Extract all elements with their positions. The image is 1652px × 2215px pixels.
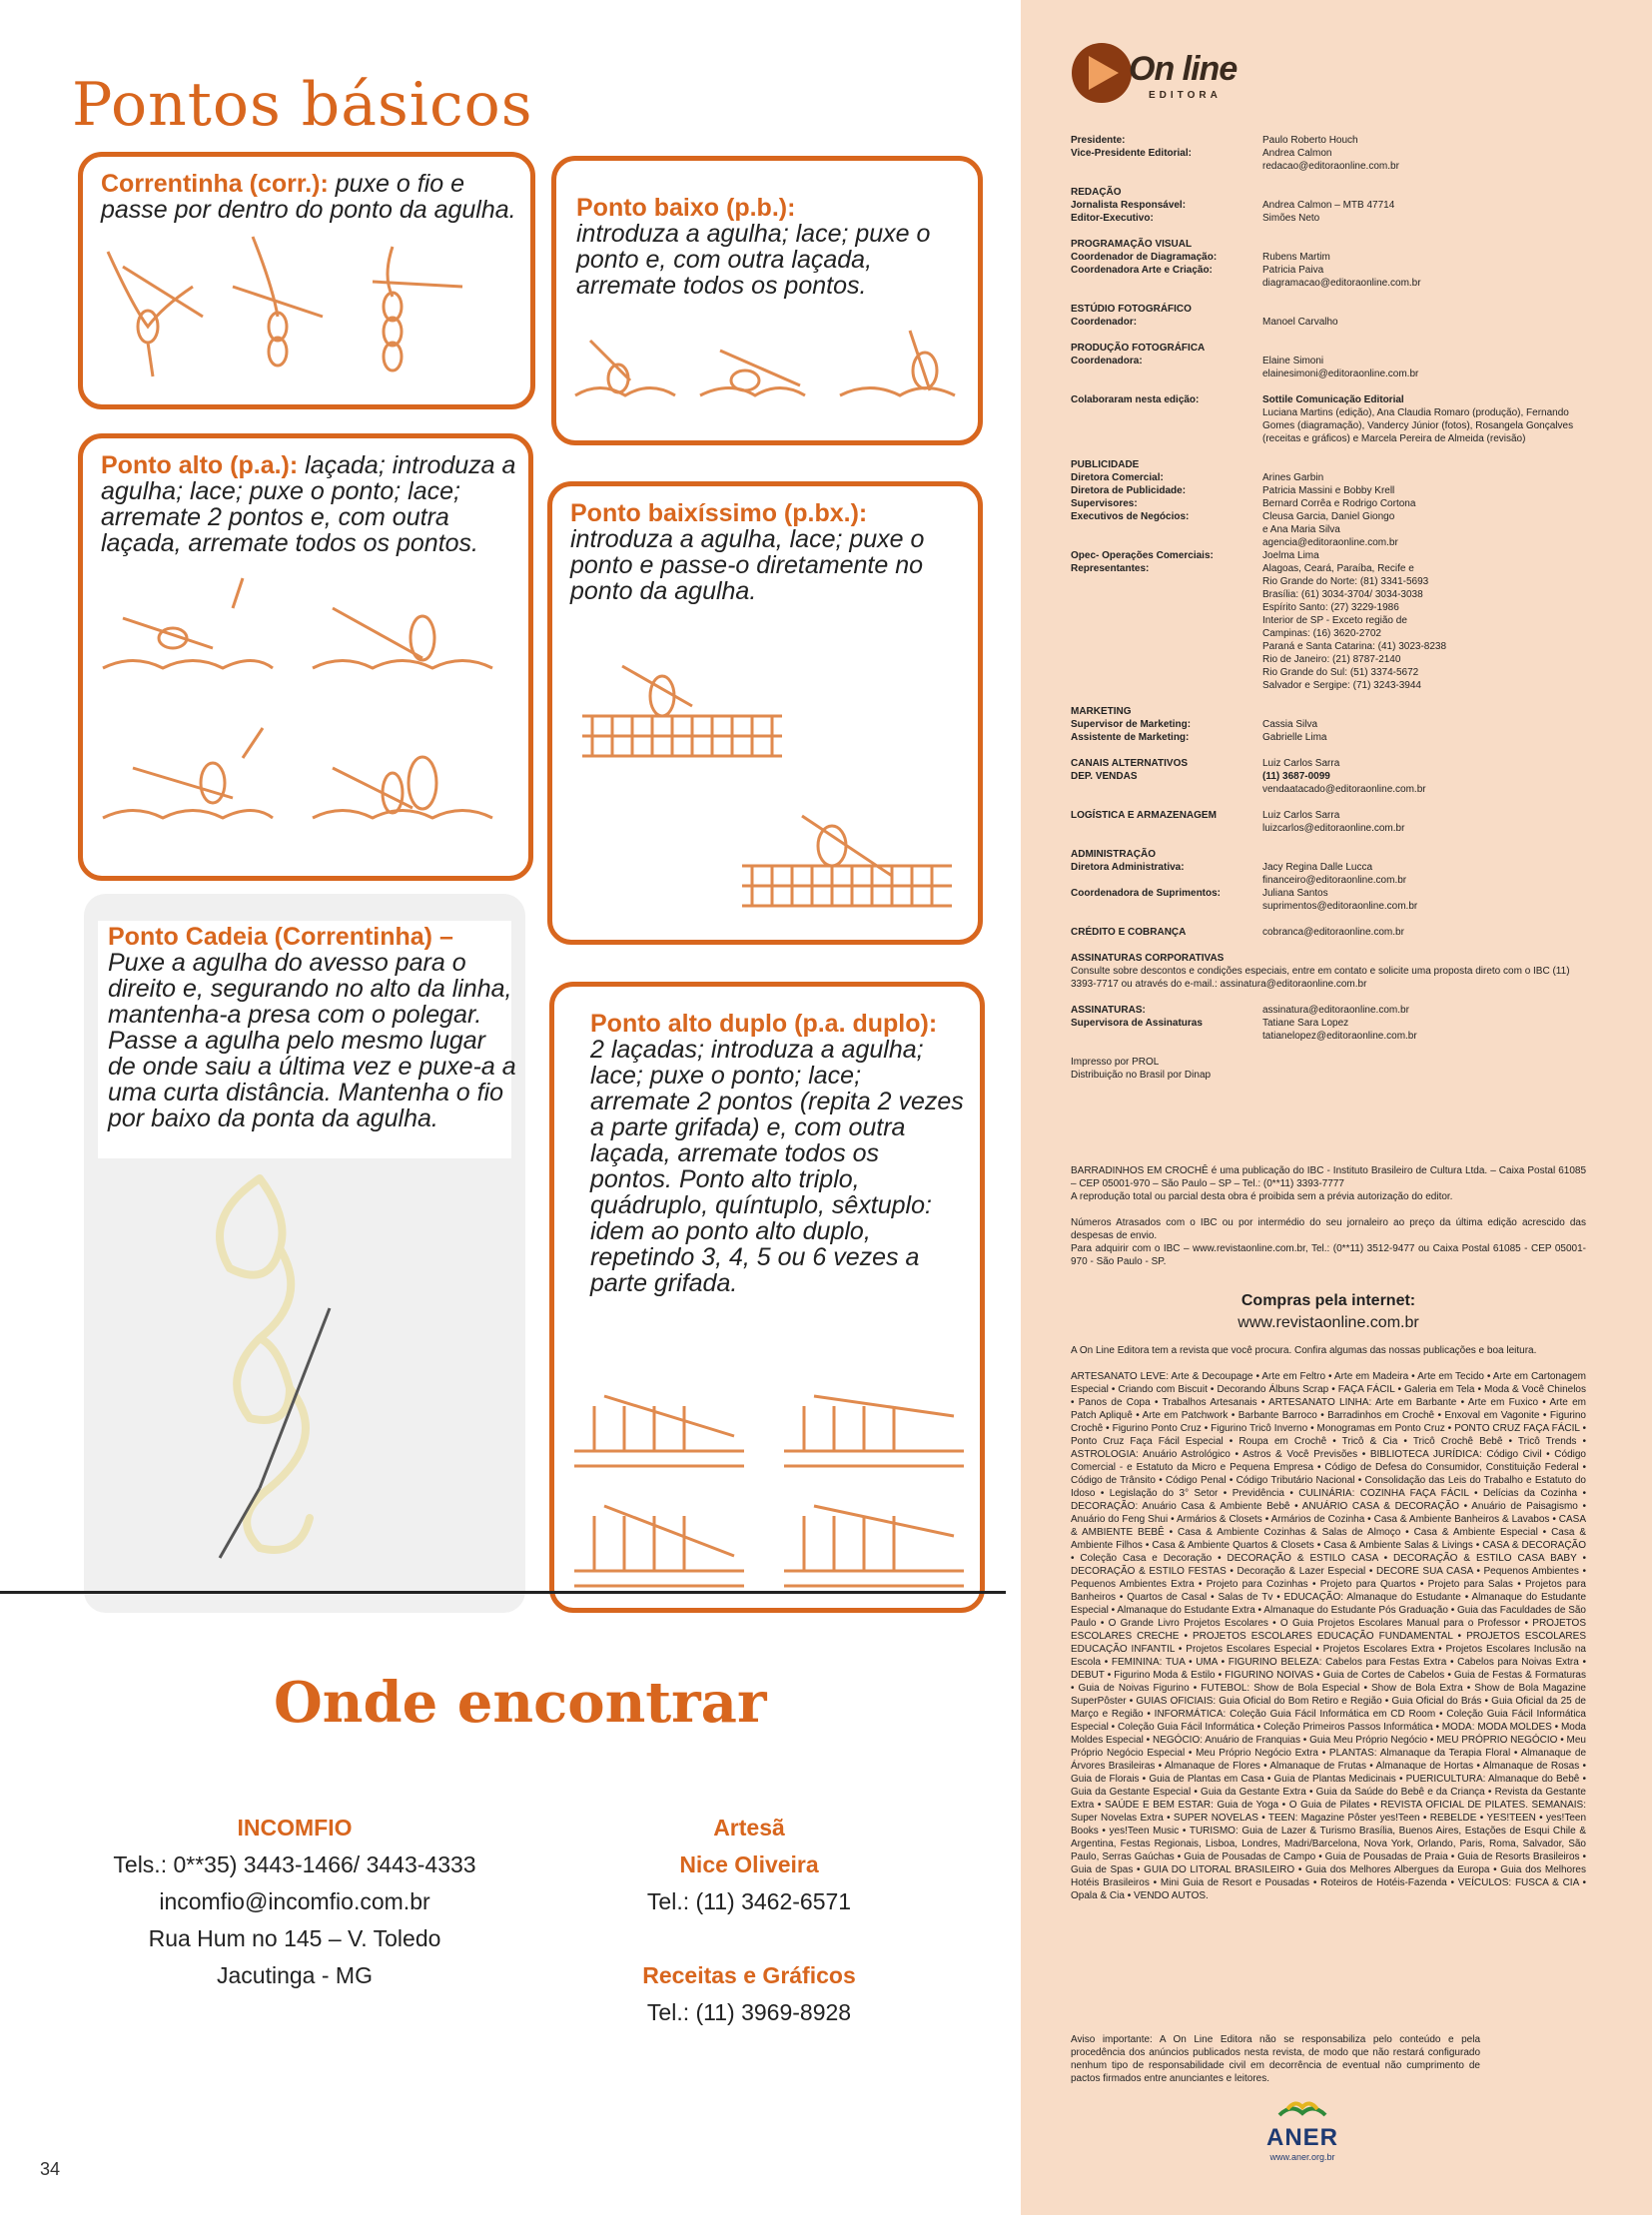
store-name: INCOMFIO [237,1815,353,1841]
credit-value: Campinas: (16) 3620-2702 [1262,628,1381,639]
credit-row [1071,653,1590,666]
credit-value: Salvador e Sergipe: (71) 3243-3944 [1262,680,1421,691]
credit-label: CRÉDITO E COBRANÇA [1071,927,1187,938]
book-icon [1277,2097,1327,2119]
credit-label [1071,601,1262,614]
credit-row [1071,251,1590,264]
credit-value: Alagoas, Ceará, Paraíba, Recife e [1262,563,1414,574]
credit-row [1071,147,1590,160]
store-phone: Tels.: 0**35) 3443-1466/ 3443-4333 [113,1851,476,1877]
artesa-name: Nice Oliveira [679,1851,819,1877]
credit-value: Sottile Comunicação Editorial [1262,394,1404,405]
credit-row [1071,887,1590,900]
credit-label: Editor-Executivo: [1071,213,1154,224]
credit-row [1071,666,1590,679]
stitch-text: laçada; introduza a agulha; lace; puxe o ponto; lace; arremate 2 pontos e, com outra laçada, arremate todos os pontos. [101,451,516,557]
artesa-phone: Tel.: (11) 3462-6571 [646,1888,852,1914]
credit-value: Luciana Martins (edição), Ana Claudia Romaro (produção), Fernando Gomes (diagramação), Vandercy Júnior (fotos), Rosangela Gonçalves (receitas e gráficos) e Marcela Pereira de Almeida (revisão) [1262,407,1574,444]
credit-value: e Ana Maria Silva [1262,524,1340,535]
credit-label [1071,640,1262,653]
legal-barradinhos: BARRADINHOS EM CROCHÊ é uma publicação do IBC - Instituto Brasileiro de Cultura Ltda. – Caixa Postal 61085 – CEP 05001-970 – São Paulo – SP – Tel.: (0**11) 3393-7777 [1071,1165,1586,1189]
credit-label: Coordenador: [1071,317,1138,328]
credit-row [1071,497,1590,510]
box-ponto-alto [78,433,533,881]
credit-value: cobranca@editoraonline.com.br [1262,927,1404,938]
credit-value: Jacy Regina Dalle Lucca [1262,862,1373,873]
credit-value: Gabrielle Lima [1262,732,1327,743]
credit-value: Interior de SP - Exceto região de [1262,615,1407,626]
box-ponto-baixissimo [547,481,983,945]
credit-label [1071,653,1262,666]
credit-section: ASSINATURAS CORPORATIVAS [1071,953,1225,964]
catalog-intro: A On Line Editora tem a revista que você procura. Confira algumas das nossas publicações e boa leitura. [1071,1345,1537,1356]
logo-sub: EDITORA [1149,90,1222,101]
credit-label: Jornalista Responsável: [1071,200,1187,211]
credit-gap [1071,1043,1590,1056]
credit-label: Diretora Administrativa: [1071,862,1185,873]
stitch-name: Ponto alto duplo (p.a. duplo): [590,1010,938,1038]
credit-label: Executivos de Negócios: [1071,511,1190,522]
credit-value: Brasília: (61) 3034-3704/ 3034-3038 [1262,589,1423,600]
store-email[interactable]: incomfio@incomfio.com.br [159,1888,430,1914]
credit-label: Coordenadora de Suprimentos: [1071,888,1222,899]
stitch-text: introduza a agulha, lace; puxe o ponto e passe-o diretamente no ponto da agulha. [570,525,925,605]
stitch-text: introduza a agulha; lace; puxe o ponto e, com outra laçada, arremate todos os pontos. [576,220,931,300]
credit-label: Coordenadora: [1071,356,1143,367]
credit-label: CANAIS ALTERNATIVOS [1071,758,1189,769]
credit-value: Patricia Paiva [1262,265,1324,276]
credit-row [1071,640,1590,653]
credit-label: Vice-Presidente Editorial: [1071,148,1192,159]
credit-row [1071,900,1590,913]
aner-word: ANER [1266,2124,1339,2151]
credit-row [1071,679,1590,692]
page-title: Pontos básicos [72,70,533,140]
artesa-title: Artesã [713,1815,785,1841]
credit-note: Distribuição no Brasil por Dinap [1071,1070,1212,1081]
credit-label [1071,783,1262,796]
stitch-name: Ponto alto (p.a.): [101,451,299,479]
credit-row [1071,484,1590,497]
credit-value: Simões Neto [1262,213,1320,224]
credit-row [1071,822,1590,835]
credit-label [1071,874,1262,887]
credit-label [1071,277,1262,290]
credit-label [1071,679,1262,692]
credit-value: Patricia Massini e Bobby Krell [1262,485,1395,496]
store-street: Rua Hum no 145 – V. Toledo [148,1925,441,1951]
box-ponto-alto-duplo [549,982,985,1613]
credit-value: Espírito Santo: (27) 3229-1986 [1262,602,1399,613]
credit-row [1071,874,1590,887]
ponto-cadeia-illustration [180,1158,419,1598]
catalog-list: ARTESANATO LEVE: Arte & Decoupage • Arte em Feltro • Arte em Madeira • Arte em Tecido • Arte em Cartonagem Especial • Criando com Biscuit • Decorando Álbuns Scrap • FAÇA FÁCIL • Galeria em Tela • Moda & Você Chinelos • Panos de Copa • Trabalhos Artesanais • ARTESANATO LINHA: Arte em Barbante • Arte em Fuxico • Arte em Patch Apliquê • Arte em Patchwork • Barbante Barroco • Barradinhos em Crochê • Enxoval em Vagonite • Figurino Crochê • Figurino Ponto Cruz • Figurino Tricô Inverno • Monogramas em Ponto Cruz • PONTO CRUZ FAÇA FÁCIL • Ponto Cruz Faça Fácil Especial • Roupa em Crochê • Tricô & Cia • Tricô Crochê Bebê • Tricô Trends • ASTROLOGIA: Anuário Astrológico • Astros & Você Previsões • BIBLIOTECA JURÍDICA: Código Civil • Código Comercial - e Estatuto da Micro e Pequena Empresa • Código de Defesa do Consumidor, Constituição Federal • Código de Trânsito • Código Penal • Código Tributário Nacional • Consolidação das Leis do Trabalho e Estatuto do Idoso • Legislação do 3° Setor • Previdência • CULINÁRIA: COZINHA FAÇA FÁCIL • Delícias da Cozinha • DECORAÇÃO: Anuário Casa & Ambiente Bebê • ANUÁRIO CASA & DECORAÇÃO • Anuário de Paisagismo • Anuário do Feng Shui • Armários & Closets • Armários de Cozinha • Casa & Ambiente Banheiros & Lavabos • CASA & AMBIENTE BEBÊ • Casa & Ambiente Cozinhas & Salas de Almoço • Casa & Ambiente Especial • Casa & Ambiente Filhos • Casa & Ambiente Quartos & Closets • Casa & Ambiente Salas & Livings • CASA & DECORAÇÃO • Coleção Casa e Decoração • DECORAÇÃO & ESTILO CASA • DECORAÇÃO & ESTILO CASA BABY • DECORAÇÃO & ESTILO FESTAS • Decoração & Lazer Especial • DECORE SUA CASA • Pequenos Ambientes • Pequenos Ambientes Extra • Projeto para Cozinhas • Projeto para Quartos • Projeto para Salas • Projetos para Banheiros • Quartos de Casal • Salas de Tv • EDUCAÇÃO: Almanaque do Estudante • Almanaque do Estudante Especial • Almanaque do Estudante Extra • Almanaque do Estudante Pós Graduação • Guia das Faculdades de São Paulo • O Grande Livro Projetos Escolares • O Guia Projetos Escolares Manual para o Professor • PROJETOS ESCOLARES CRECHE • PROJETOS ESCOLARES EDUCAÇÃO FUNDAMENTAL • PROJETOS ESCOLARES EDUCAÇÃO INFANTIL • Projetos Escolares Especial • Projetos Escolares Extra • Projetos Escolares Inclusão na Escola • FEMININA: TUA • UMA • FIGURINO BELEZA: Cabelos para Festas Extra • Cabelos para Noivas Extra • DEBUT • Figurino Moda & Estilo • FIGURINO NOIVAS • Guia de Cortes de Cabelos • Guia de Festas & Formaturas • Guia de Noivas Figurino • FUTEBOL: Show de Bola Especial • Show de Bola Extra • Show de Bola Magazine SuperPôster • GUIAS OFICIAIS: Guia Oficial do Bom Retiro e Região • Guia Oficial do Brás • Guia Oficial da 25 de Março e Região • INFORMÁTICA: Coleção Guia Fácil Informática em CD Room • Coleção Guia Fácil Informática Especial • Coleção Guia Fácil Informática • Coleção Primeiros Passos Informática • MODA: MODA MOLDES • Moda Moldes Especial • NEGÓCIO: Anuário de Franquias • Guia Meu Próprio Negócio • MEU PRÓPRIO NEGÓCIO • Meu Próprio Negócio Especial • Meu Próprio Negócio Extra • PLANTAS: Almanaque da Terapia Floral • Almanaque de Árvores Brasileiras • Almanaque de Flores • Almanaque de Frutas • Almanaque de Hortas • Almanaque de Rosas • Guia de Florais • Guia de Plantas em Casa • Guia de Plantas Medicinais • PUERICULTURA: Almanaque do Bebê • Guia da Gestante Especial • Guia da Gestante Extra • Guia da Saúde do Bebê e da Criança • Revista da Gestante Extra • SAÚDE E BEM ESTAR: Guia de Yoga • O Guia de Pilates • REVISTA OFICIAL DE PILATES. SEMANAIS: Super Novelas Extra • SUPER NOVELAS • TEEN: Magazine Pôster yes!Teen • REBELDE • YES!TEEN • yes!Teen Books • yes!Teen Music • TURISMO: Guia de Lazer & Turismo Brasília, Buenos Aires, Estações de Esqui Chile & Argentina, Festas Regionais, Lisboa, Londres, Madri/Barcelona, Nova York, Orlando, Paris, Roma, Salvador, São Paulo, Serras Gaúchas • Guia de Pousadas de Campo • Guia de Pousadas de Praia • Guia de Resorts Brasileiros • Guia de Spas • GUIA DO LITORAL BRASILEIRO • Guia dos Melhores Albergues da Europa • Guia dos Melhores Hotéis Brasileiros • Mini Guia de Resort e Pousadas • Roteiros de Hotéis-Fazenda • VEÍCULOS: FUSCA & CIA • Opala & Cia • VENDO AUTOS. [1071,1371,1586,1901]
credit-label: DEP. VENDAS [1071,771,1138,782]
credit-label [1071,523,1262,536]
credit-row [1071,160,1590,173]
credit-label [1071,160,1262,173]
credit-value: assinatura@editoraonline.com.br [1262,1005,1409,1016]
credit-row [1071,861,1590,874]
address-incomfio [60,1810,529,1994]
credit-value: Arines Garbin [1262,472,1324,483]
credit-row [1071,809,1590,822]
credit-label: Colaboraram nesta edição: [1071,394,1200,405]
receitas-phone: Tel.: (11) 3969-8928 [646,1999,852,2025]
credit-gap [1071,290,1590,303]
credit-label [1071,1030,1262,1043]
credit-row [1071,588,1590,601]
credit-row [1071,355,1590,368]
credit-value: Rio Grande do Norte: (81) 3341-5693 [1262,576,1429,587]
credit-label [1071,666,1262,679]
credit-value: financeiro@editoraonline.com.br [1262,875,1407,886]
compras-url[interactable]: www.revistaonline.com.br [1238,1314,1419,1331]
credit-section: REDAÇÃO [1071,187,1122,198]
credit-label: Diretora de Publicidade: [1071,485,1187,496]
ponto-baixissimo-illustration [562,626,982,936]
page-number: 34 [40,2159,61,2179]
credit-value: Andrea Calmon [1262,148,1332,159]
credit-label: Supervisor de Marketing: [1071,719,1192,730]
stitch-name: Ponto baixo (p.b.): [576,194,796,222]
credit-row [1071,471,1590,484]
legal-text [1071,1164,1586,1268]
credit-row [1071,770,1590,783]
credit-section: PUBLICIDADE [1071,459,1140,470]
credits-list [1071,134,1590,1082]
credit-row [1071,1004,1590,1017]
credit-row [1071,1017,1590,1030]
credit-value: Rubens Martim [1262,252,1330,263]
credit-label: Supervisora de Assinaturas [1071,1018,1203,1029]
credit-row [1071,536,1590,549]
ponto-alto-duplo-illustration [564,1356,978,1596]
credit-row [1071,562,1590,575]
credit-row [1071,368,1590,380]
credit-row [1071,627,1590,640]
credit-row [1071,783,1590,796]
credit-label [1071,614,1262,627]
credit-value: suprimentos@editoraonline.com.br [1262,901,1418,912]
credit-value: luizcarlos@editoraonline.com.br [1262,823,1405,834]
credit-row [1071,199,1590,212]
credit-row [1071,277,1590,290]
box-correntinha [78,152,535,409]
credit-gap [1071,744,1590,757]
credit-row [1071,1030,1590,1043]
credit-row [1071,731,1590,744]
credit-gap [1071,939,1590,952]
credit-row [1071,510,1590,523]
credit-section: ESTÚDIO FOTOGRÁFICO [1071,304,1192,315]
credit-value: Elaine Simoni [1262,356,1324,367]
compras-internet [1071,1290,1586,1334]
box-ponto-baixo [551,156,983,445]
credit-label [1071,627,1262,640]
credit-section: PRODUÇÃO FOTOGRÁFICA [1071,343,1206,354]
credit-value: Paulo Roberto Houch [1262,135,1358,146]
credit-value: Luiz Carlos Sarra [1262,810,1340,821]
credit-row [1071,757,1590,770]
credit-value: Bernard Corrêa e Rodrigo Cortona [1262,498,1416,509]
credit-row [1071,718,1590,731]
credit-row [1071,212,1590,225]
correntinha-illustration [93,227,522,396]
credit-label [1071,536,1262,549]
credit-row [1071,614,1590,627]
compras-title: Compras pela internet: [1240,1292,1416,1309]
stitch-name: Ponto baixíssimo (p.bx.): [570,499,868,527]
credit-value: vendaatacado@editoraonline.com.br [1262,784,1426,795]
credit-row [1071,549,1590,562]
credit-note: Consulte sobre descontos e condições especiais, entre em contato e solicite uma proposta direto com o IBC (11) 3393-7717 ou através do e-mail.: assinatura@editoraonline.com.br [1071,966,1570,990]
credit-value: tatianelopez@editoraonline.com.br [1262,1031,1417,1042]
credit-value: Rio de Janeiro: (21) 8787-2140 [1262,654,1401,665]
stitch-name: Ponto Cadeia (Correntinha) – [108,923,453,951]
credit-row [1071,523,1590,536]
onde-encontrar-title: Onde encontrar [274,1670,767,1736]
credit-label: Presidente: [1071,135,1126,146]
credit-gap [1071,835,1590,848]
legal-atrasados: Números Atrasados com o IBC ou por intermédio do seu jornaleiro ao preço da última edição acrescido das despesas de envio. [1071,1217,1586,1241]
credit-value: Manoel Carvalho [1262,317,1338,328]
credit-gap [1071,796,1590,809]
aner-logo [1266,2097,1338,2162]
legal-adquirir: Para adquirir com o IBC – www.revistaonline.com.br, Tel.: (0**11) 3512-9477 ou Caixa Postal 61085 - CEP 05001-970 - São Paulo - SP. [1071,1243,1586,1267]
credit-label [1071,822,1262,835]
credit-label [1071,575,1262,588]
credit-value: Luiz Carlos Sarra [1262,758,1340,769]
credit-value: Rio Grande do Sul: (51) 3374-5672 [1262,667,1419,678]
credit-gap [1071,692,1590,705]
credit-value: Andrea Calmon – MTB 47714 [1262,200,1395,211]
stitch-name: Correntinha (corr.): [101,170,329,198]
credit-label: Assistente de Marketing: [1071,732,1190,743]
credit-label [1071,900,1262,913]
credit-row [1071,601,1590,614]
logo-brand: On line [1129,50,1238,88]
receitas-name: Receitas e Gráficos [642,1962,856,1988]
credit-row [1071,926,1590,939]
section-divider [0,1591,1006,1594]
credit-value: Cleusa Garcia, Daniel Giongo [1262,511,1395,522]
address-artesa [579,1810,919,2031]
credit-row [1071,406,1590,445]
credit-label: Supervisores: [1071,498,1138,509]
stitch-text: Puxe a agulha do avesso para o direito e, segurando no alto da linha, mantenha-a presa com o polegar. Passe a agulha pelo mesmo lugar de onde saiu a última vez e puxe-a a uma curta distância. Mantenha o fio por baixo da ponta da agulha. [108,949,516,1132]
credit-gap [1071,380,1590,393]
credit-gap [1071,173,1590,186]
credit-section: ADMINISTRAÇÃO [1071,849,1156,860]
credit-gap [1071,225,1590,238]
credit-section: MARKETING [1071,706,1132,717]
ponto-alto-illustration [93,568,522,868]
online-editora-logo-icon [1067,38,1137,108]
credit-section: PROGRAMAÇÃO VISUAL [1071,239,1193,250]
credit-value: Paraná e Santa Catarina: (41) 3023-8238 [1262,641,1447,652]
credit-label: Diretora Comercial: [1071,472,1164,483]
credit-row [1071,393,1590,406]
credit-value: Joelma Lima [1262,550,1319,561]
store-city: Jacutinga - MG [217,1962,373,1988]
credit-label: Coordenador de Diagramação: [1071,252,1218,263]
credit-value: Cassia Silva [1262,719,1318,730]
credit-label: Representantes: [1071,563,1150,574]
credit-value: elainesimoni@editoraonline.com.br [1262,369,1419,379]
credit-label: ASSINATURAS: [1071,1005,1146,1016]
credit-gap [1071,913,1590,926]
credit-label [1071,368,1262,380]
credit-label: Coordenadora Arte e Criação: [1071,265,1213,276]
credit-label [1071,406,1262,445]
credit-gap [1071,991,1590,1004]
stitch-text: 2 laçadas; introduza a agulha; lace; puxe o ponto; lace; arremate 2 pontos (repita 2 vezes a parte grifada) e, com outra laçada, arremate todos os pontos. Ponto alto triplo, quádruplo, quíntuplo, sêxtuplo: idem ao ponto alto duplo, repetindo 3, 4, 5 ou 6 vezes a parte grifada. [590,1036,964,1297]
credit-label: LOGÍSTICA E ARMAZENAGEM [1071,810,1217,821]
stitch-text: puxe o fio e passe por dentro do ponto da agulha. [101,170,516,224]
credit-row [1071,134,1590,147]
credit-row [1071,316,1590,329]
credit-value: (11) 3687-0099 [1262,771,1330,782]
credit-row [1071,575,1590,588]
credit-label: Opec- Operações Comerciais: [1071,550,1214,561]
credit-row [1071,264,1590,277]
credit-value: redacao@editoraonline.com.br [1262,161,1399,172]
credit-value: diagramacao@editoraonline.com.br [1262,278,1421,289]
aviso-importante: Aviso importante: A On Line Editora não se responsabiliza pelo conteúdo e pela procedência dos anúncios publicados nesta revista, de modo que não restará configurado nenhum tipo de responsabilidade civil em decorrência de eventual não cumprimento de pactos firmados entre anunciantes e leitores. [1071,2034,1480,2084]
credit-gap [1071,445,1590,458]
aner-url: www.aner.org.br [1269,2152,1335,2162]
credit-label [1071,588,1262,601]
credit-gap [1071,329,1590,342]
credit-value: agencia@editoraonline.com.br [1262,537,1398,548]
legal-reproducao: A reprodução total ou parcial desta obra é proibida sem a prévia autorização do editor. [1071,1191,1453,1202]
ponto-baixo-illustration [570,301,970,420]
credit-note: Impresso por PROL [1071,1057,1160,1068]
credit-value: Tatiane Sara Lopez [1262,1018,1349,1029]
credit-value: Juliana Santos [1262,888,1328,899]
